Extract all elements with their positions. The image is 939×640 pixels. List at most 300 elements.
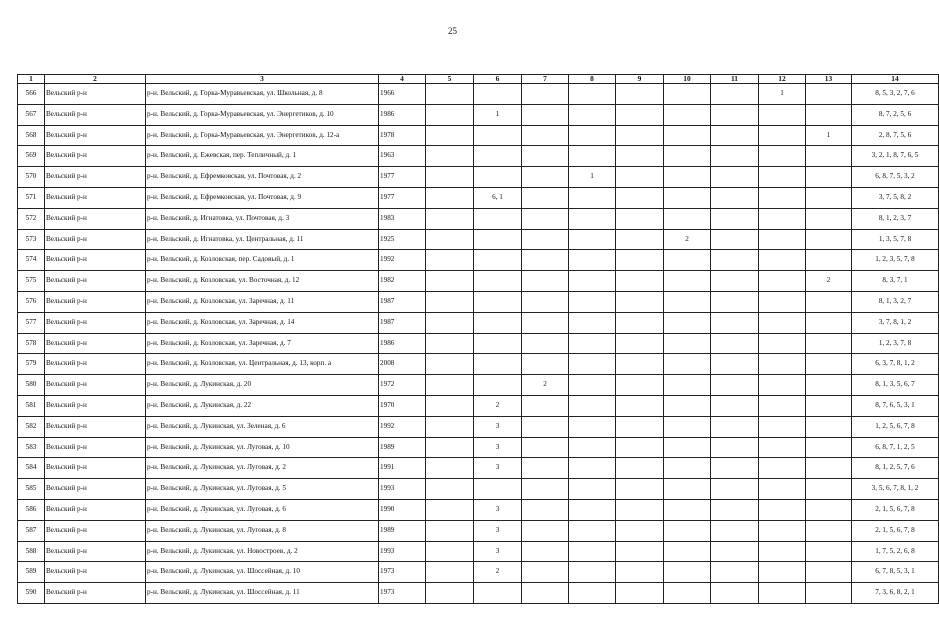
value-cell: 2	[474, 562, 522, 583]
value-cell	[426, 167, 474, 188]
table-row	[18, 541, 939, 562]
value-cell	[522, 125, 569, 146]
address-cell: р-н. Вельский, д. Игнатовка, ул. Центральная, д. 11	[146, 229, 379, 250]
value-cell: 1	[806, 125, 852, 146]
value-cell	[474, 208, 522, 229]
value-cell	[616, 416, 664, 437]
row-number-cell: 584	[18, 458, 45, 479]
year-cell: 1973	[379, 562, 426, 583]
table-row	[18, 208, 939, 229]
codes-cell: 7, 3, 6, 8, 2, 1	[852, 583, 939, 604]
table-row	[18, 437, 939, 458]
row-number-cell: 572	[18, 208, 45, 229]
value-cell	[806, 437, 852, 458]
address-cell: р-н. Вельский, д. Лукинская, ул. Шоссейная, д. 10	[146, 562, 379, 583]
value-cell	[569, 416, 616, 437]
address-cell: р-н. Вельский, д. Козловская, ул. Заречная, д. 14	[146, 312, 379, 333]
value-cell	[759, 479, 806, 500]
table-body	[18, 84, 939, 604]
column-header: 1	[18, 75, 45, 84]
value-cell	[474, 479, 522, 500]
value-cell	[664, 541, 711, 562]
value-cell	[664, 333, 711, 354]
value-cell	[664, 187, 711, 208]
value-cell	[426, 291, 474, 312]
value-cell	[664, 312, 711, 333]
value-cell	[616, 250, 664, 271]
value-cell	[569, 250, 616, 271]
value-cell	[664, 458, 711, 479]
value-cell	[806, 146, 852, 167]
table-row	[18, 354, 939, 375]
value-cell	[522, 291, 569, 312]
value-cell	[426, 84, 474, 105]
value-cell	[522, 437, 569, 458]
column-header: 8	[569, 75, 616, 84]
row-number-cell: 571	[18, 187, 45, 208]
value-cell	[474, 167, 522, 188]
value-cell	[616, 541, 664, 562]
codes-cell: 8, 1, 2, 3, 7	[852, 208, 939, 229]
value-cell	[426, 499, 474, 520]
value-cell	[664, 271, 711, 292]
value-cell	[522, 312, 569, 333]
table-row	[18, 125, 939, 146]
codes-cell: 1, 7, 5, 2, 6, 8	[852, 541, 939, 562]
value-cell	[759, 312, 806, 333]
value-cell	[664, 104, 711, 125]
address-cell: р-н. Вельский, д. Лукинская, ул. Луговая, д. 6	[146, 499, 379, 520]
address-cell: р-н. Вельский, д. Лукинская, ул. Луговая, д. 2	[146, 458, 379, 479]
value-cell	[569, 479, 616, 500]
value-cell	[711, 187, 759, 208]
value-cell	[711, 84, 759, 105]
row-number-cell: 588	[18, 541, 45, 562]
value-cell	[806, 187, 852, 208]
year-cell: 1990	[379, 499, 426, 520]
year-cell: 1966	[379, 84, 426, 105]
year-cell: 1992	[379, 250, 426, 271]
codes-cell: 6, 8, 7, 5, 3, 2	[852, 167, 939, 188]
value-cell	[711, 458, 759, 479]
row-number-cell: 585	[18, 479, 45, 500]
value-cell	[616, 458, 664, 479]
district-cell: Вельский р-н	[45, 187, 146, 208]
value-cell	[569, 541, 616, 562]
table-row	[18, 271, 939, 292]
value-cell	[711, 104, 759, 125]
year-cell: 1993	[379, 541, 426, 562]
value-cell	[806, 84, 852, 105]
value-cell	[711, 146, 759, 167]
codes-cell: 8, 1, 3, 2, 7	[852, 291, 939, 312]
value-cell	[711, 583, 759, 604]
district-cell: Вельский р-н	[45, 395, 146, 416]
value-cell	[664, 395, 711, 416]
codes-cell: 2, 8, 7, 5, 6	[852, 125, 939, 146]
value-cell	[806, 354, 852, 375]
value-cell	[806, 250, 852, 271]
address-cell: р-н. Вельский, д. Горка-Муравьевская, ул. Энергетиков, д. 10	[146, 104, 379, 125]
district-cell: Вельский р-н	[45, 208, 146, 229]
year-cell: 1993	[379, 479, 426, 500]
year-cell: 2008	[379, 354, 426, 375]
codes-cell: 8, 1, 3, 5, 6, 7	[852, 375, 939, 396]
value-cell	[664, 520, 711, 541]
value-cell	[664, 167, 711, 188]
table-row	[18, 458, 939, 479]
value-cell	[806, 562, 852, 583]
address-cell: р-н. Вельский, д. Ежевская, пер. Тепличный, д. 1	[146, 146, 379, 167]
value-cell	[474, 271, 522, 292]
value-cell	[806, 104, 852, 125]
value-cell	[616, 583, 664, 604]
value-cell	[759, 125, 806, 146]
value-cell	[664, 84, 711, 105]
value-cell	[806, 416, 852, 437]
codes-cell: 2, 1, 5, 6, 7, 8	[852, 499, 939, 520]
value-cell	[474, 354, 522, 375]
codes-cell: 1, 3, 5, 7, 8	[852, 229, 939, 250]
value-cell	[616, 312, 664, 333]
value-cell	[806, 229, 852, 250]
row-number-cell: 578	[18, 333, 45, 354]
address-cell: р-н. Вельский, д. Ефремковская, ул. Почтовая, д. 9	[146, 187, 379, 208]
district-cell: Вельский р-н	[45, 271, 146, 292]
codes-cell: 3, 7, 8, 1, 2	[852, 312, 939, 333]
value-cell	[711, 312, 759, 333]
value-cell	[711, 437, 759, 458]
value-cell: 3	[474, 499, 522, 520]
value-cell	[759, 562, 806, 583]
district-cell: Вельский р-н	[45, 583, 146, 604]
table-row	[18, 479, 939, 500]
value-cell	[522, 167, 569, 188]
value-cell	[664, 125, 711, 146]
value-cell	[474, 84, 522, 105]
year-cell: 1987	[379, 291, 426, 312]
table-row	[18, 499, 939, 520]
value-cell	[759, 395, 806, 416]
value-cell	[759, 499, 806, 520]
value-cell	[474, 146, 522, 167]
value-cell	[711, 395, 759, 416]
value-cell	[426, 333, 474, 354]
value-cell	[806, 479, 852, 500]
value-cell	[569, 146, 616, 167]
address-cell: р-н. Вельский, д. Лукинская, ул. Луговая, д. 8	[146, 520, 379, 541]
value-cell	[569, 229, 616, 250]
table-row	[18, 146, 939, 167]
codes-cell: 3, 7, 5, 8, 2	[852, 187, 939, 208]
value-cell	[426, 208, 474, 229]
value-cell	[569, 125, 616, 146]
value-cell	[569, 437, 616, 458]
value-cell	[522, 84, 569, 105]
district-cell: Вельский р-н	[45, 104, 146, 125]
district-cell: Вельский р-н	[45, 333, 146, 354]
value-cell	[522, 562, 569, 583]
value-cell	[569, 375, 616, 396]
value-cell	[711, 375, 759, 396]
codes-cell: 3, 5, 6, 7, 8, 1, 2	[852, 479, 939, 500]
value-cell	[664, 583, 711, 604]
value-cell	[426, 250, 474, 271]
value-cell	[806, 395, 852, 416]
address-cell: р-н. Вельский, д. Козловская, ул. Заречная, д. 11	[146, 291, 379, 312]
codes-cell: 8, 5, 3, 2, 7, 6	[852, 84, 939, 105]
value-cell	[664, 250, 711, 271]
codes-cell: 6, 3, 7, 8, 1, 2	[852, 354, 939, 375]
value-cell	[474, 333, 522, 354]
address-cell: р-н. Вельский, д. Лукинская, д. 22	[146, 395, 379, 416]
row-number-cell: 575	[18, 271, 45, 292]
value-cell	[806, 458, 852, 479]
value-cell	[759, 208, 806, 229]
column-header: 12	[759, 75, 806, 84]
value-cell	[664, 437, 711, 458]
value-cell	[759, 250, 806, 271]
district-cell: Вельский р-н	[45, 229, 146, 250]
value-cell: 2	[474, 395, 522, 416]
value-cell	[616, 104, 664, 125]
district-cell: Вельский р-н	[45, 84, 146, 105]
table-row	[18, 375, 939, 396]
value-cell	[616, 375, 664, 396]
value-cell	[522, 333, 569, 354]
value-cell	[759, 104, 806, 125]
value-cell	[711, 541, 759, 562]
row-number-cell: 583	[18, 437, 45, 458]
value-cell	[616, 479, 664, 500]
district-cell: Вельский р-н	[45, 250, 146, 271]
value-cell	[426, 541, 474, 562]
address-cell: р-н. Вельский, д. Лукинская, ул. Луговая, д. 5	[146, 479, 379, 500]
value-cell	[569, 84, 616, 105]
district-cell: Вельский р-н	[45, 520, 146, 541]
value-cell	[569, 354, 616, 375]
value-cell	[569, 333, 616, 354]
value-cell	[522, 354, 569, 375]
value-cell	[426, 437, 474, 458]
year-cell: 1987	[379, 312, 426, 333]
value-cell	[759, 520, 806, 541]
value-cell	[806, 499, 852, 520]
value-cell	[426, 479, 474, 500]
table-row	[18, 167, 939, 188]
value-cell	[426, 187, 474, 208]
row-number-cell: 569	[18, 146, 45, 167]
value-cell	[806, 333, 852, 354]
value-cell: 3	[474, 520, 522, 541]
value-cell	[569, 187, 616, 208]
value-cell	[522, 187, 569, 208]
year-cell: 1983	[379, 208, 426, 229]
value-cell	[522, 416, 569, 437]
value-cell	[569, 312, 616, 333]
value-cell: 2	[522, 375, 569, 396]
value-cell	[711, 479, 759, 500]
district-cell: Вельский р-н	[45, 291, 146, 312]
value-cell	[522, 583, 569, 604]
value-cell: 2	[806, 271, 852, 292]
value-cell	[711, 562, 759, 583]
address-cell: р-н. Вельский, д. Козловская, пер. Садовый, д. 1	[146, 250, 379, 271]
column-header: 5	[426, 75, 474, 84]
value-cell	[522, 104, 569, 125]
value-cell	[426, 562, 474, 583]
table-row	[18, 229, 939, 250]
value-cell	[426, 312, 474, 333]
page-number: 25	[448, 26, 457, 36]
district-cell: Вельский р-н	[45, 562, 146, 583]
value-cell: 1	[759, 84, 806, 105]
table-row	[18, 333, 939, 354]
value-cell	[616, 437, 664, 458]
table-row	[18, 84, 939, 105]
value-cell	[711, 229, 759, 250]
value-cell	[664, 375, 711, 396]
value-cell	[664, 562, 711, 583]
year-cell: 1973	[379, 583, 426, 604]
value-cell	[569, 562, 616, 583]
value-cell	[616, 271, 664, 292]
address-cell: р-н. Вельский, д. Лукинская, ул. Шоссейная, д. 11	[146, 583, 379, 604]
codes-cell: 1, 2, 3, 5, 7, 8	[852, 250, 939, 271]
row-number-cell: 570	[18, 167, 45, 188]
value-cell	[522, 208, 569, 229]
value-cell	[759, 541, 806, 562]
value-cell: 1	[569, 167, 616, 188]
district-cell: Вельский р-н	[45, 146, 146, 167]
value-cell	[759, 291, 806, 312]
address-cell: р-н. Вельский, д. Горка-Муравьевская, ул. Энергетиков, д. 12-а	[146, 125, 379, 146]
value-cell: 3	[474, 458, 522, 479]
district-cell: Вельский р-н	[45, 167, 146, 188]
value-cell: 3	[474, 416, 522, 437]
address-cell: р-н. Вельский, д. Лукинская, ул. Зеленая, д. 6	[146, 416, 379, 437]
value-cell	[426, 104, 474, 125]
value-cell	[616, 395, 664, 416]
column-header: 11	[711, 75, 759, 84]
value-cell	[569, 208, 616, 229]
year-cell: 1970	[379, 395, 426, 416]
value-cell	[806, 520, 852, 541]
value-cell	[522, 499, 569, 520]
district-cell: Вельский р-н	[45, 354, 146, 375]
row-number-cell: 576	[18, 291, 45, 312]
value-cell	[522, 541, 569, 562]
value-cell	[759, 458, 806, 479]
value-cell	[616, 125, 664, 146]
year-cell: 1925	[379, 229, 426, 250]
year-cell: 1986	[379, 333, 426, 354]
value-cell	[616, 520, 664, 541]
value-cell	[426, 416, 474, 437]
value-cell	[522, 229, 569, 250]
value-cell	[474, 229, 522, 250]
value-cell	[806, 291, 852, 312]
value-cell	[474, 312, 522, 333]
value-cell	[522, 479, 569, 500]
district-cell: Вельский р-н	[45, 499, 146, 520]
row-number-cell: 577	[18, 312, 45, 333]
year-cell: 1982	[379, 271, 426, 292]
value-cell	[759, 146, 806, 167]
address-cell: р-н. Вельский, д. Лукинская, ул. Луговая, д. 10	[146, 437, 379, 458]
value-cell: 6, 1	[474, 187, 522, 208]
district-cell: Вельский р-н	[45, 479, 146, 500]
table-row	[18, 395, 939, 416]
district-cell: Вельский р-н	[45, 416, 146, 437]
value-cell	[711, 354, 759, 375]
row-number-cell: 582	[18, 416, 45, 437]
address-cell: р-н. Вельский, д. Игнатовка, ул. Почтовая, д. 3	[146, 208, 379, 229]
value-cell	[759, 271, 806, 292]
value-cell	[759, 437, 806, 458]
row-number-cell: 587	[18, 520, 45, 541]
value-cell	[806, 375, 852, 396]
row-number-cell: 581	[18, 395, 45, 416]
table-row	[18, 291, 939, 312]
value-cell	[426, 583, 474, 604]
codes-cell: 2, 1, 5, 6, 7, 8	[852, 520, 939, 541]
value-cell	[711, 125, 759, 146]
address-cell: р-н. Вельский, д. Козловская, ул. Заречная, д. 7	[146, 333, 379, 354]
district-cell: Вельский р-н	[45, 437, 146, 458]
value-cell: 3	[474, 437, 522, 458]
table-row	[18, 187, 939, 208]
year-cell: 1977	[379, 167, 426, 188]
value-cell	[474, 125, 522, 146]
row-number-cell: 573	[18, 229, 45, 250]
value-cell	[711, 520, 759, 541]
column-header: 6	[474, 75, 522, 84]
value-cell	[426, 520, 474, 541]
address-cell: р-н. Вельский, д. Козловская, ул. Восточная, д. 12	[146, 271, 379, 292]
value-cell	[664, 499, 711, 520]
value-cell	[759, 375, 806, 396]
codes-cell: 8, 3, 7, 1	[852, 271, 939, 292]
codes-cell: 8, 7, 2, 5, 6	[852, 104, 939, 125]
year-cell: 1991	[379, 458, 426, 479]
value-cell	[806, 312, 852, 333]
value-cell	[522, 146, 569, 167]
value-cell	[664, 416, 711, 437]
district-cell: Вельский р-н	[45, 458, 146, 479]
value-cell	[426, 458, 474, 479]
value-cell	[664, 479, 711, 500]
value-cell	[759, 416, 806, 437]
value-cell	[569, 583, 616, 604]
value-cell	[616, 499, 664, 520]
value-cell	[474, 375, 522, 396]
table-row	[18, 562, 939, 583]
table-row	[18, 250, 939, 271]
value-cell	[616, 333, 664, 354]
row-number-cell: 574	[18, 250, 45, 271]
value-cell	[474, 250, 522, 271]
district-cell: Вельский р-н	[45, 375, 146, 396]
address-cell: р-н. Вельский, д. Горка-Муравьевская, ул. Школьная, д. 8	[146, 84, 379, 105]
row-number-cell: 589	[18, 562, 45, 583]
table-row	[18, 104, 939, 125]
codes-cell: 6, 8, 7, 1, 2, 5	[852, 437, 939, 458]
value-cell	[806, 208, 852, 229]
year-cell: 1989	[379, 520, 426, 541]
value-cell	[759, 354, 806, 375]
year-cell: 1978	[379, 125, 426, 146]
